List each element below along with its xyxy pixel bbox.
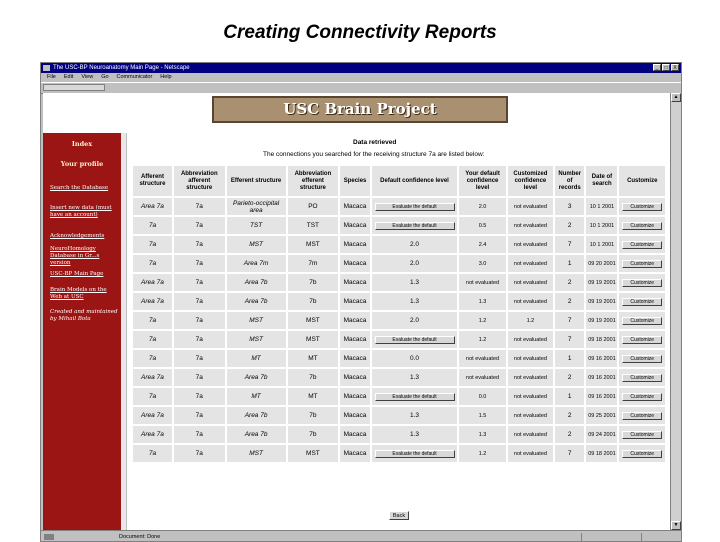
afferent-cell: Area 7a — [133, 369, 172, 386]
window-title: The USC-BP Neuroanatomy Main Page - Netscape — [53, 65, 190, 71]
efferent-cell: TST — [227, 217, 286, 234]
your-confidence-cell: not evaluated — [459, 274, 506, 291]
abbr-afferent-cell: 7a — [174, 274, 225, 291]
your-confidence-cell: not evaluated — [459, 350, 506, 367]
default-confidence-cell: 2.0 — [372, 255, 457, 272]
custom-confidence-cell: not evaluated — [508, 274, 553, 291]
customize-button[interactable]: Customize — [622, 393, 662, 401]
afferent-cell: 7a — [133, 445, 172, 462]
customize-button[interactable]: Customize — [622, 222, 662, 230]
abbr-afferent-cell: 7a — [174, 331, 225, 348]
abbr-efferent-cell: TST — [288, 217, 339, 234]
your-confidence-cell: 1.3 — [459, 293, 506, 310]
date-cell: 09 19 2001 — [586, 312, 617, 329]
usc-brain-project-banner: USC Brain Project — [212, 96, 508, 123]
records-cell: 1 — [555, 350, 585, 367]
abbr-efferent-cell: 7b — [288, 293, 339, 310]
your-confidence-cell: 1.2 — [459, 445, 506, 462]
custom-confidence-cell: not evaluated — [508, 236, 553, 253]
menu-view[interactable]: View — [81, 74, 94, 80]
sidebar-profile[interactable]: Your profile — [60, 160, 104, 168]
default-confidence-cell — [372, 198, 457, 215]
afferent-cell: 7a — [133, 312, 172, 329]
sidebar-link-main-page[interactable]: USC-BP Main Page — [50, 271, 104, 277]
abbr-afferent-cell: 7a — [174, 312, 225, 329]
data-retrieved-heading: Data retrieved — [353, 139, 397, 146]
species-cell: Macaca — [340, 350, 370, 367]
minimize-button[interactable]: _ — [653, 64, 661, 71]
records-cell: 2 — [555, 369, 585, 386]
evaluate-default-button[interactable]: Evaluate the default — [375, 336, 455, 344]
col-abbr-efferent: Abbreviation efferent structure — [288, 166, 339, 196]
abbr-afferent-cell: 7a — [174, 198, 225, 215]
date-cell: 10 1 2001 — [586, 217, 617, 234]
your-confidence-cell: 2.0 — [459, 198, 506, 215]
customize-cell — [619, 407, 665, 424]
abbr-afferent-cell: 7a — [174, 369, 225, 386]
abbr-efferent-cell: MST — [288, 445, 339, 462]
customize-button[interactable]: Customize — [622, 374, 662, 382]
customize-cell — [619, 217, 665, 234]
customize-cell — [619, 236, 665, 253]
abbr-efferent-cell: 7b — [288, 369, 339, 386]
default-confidence-cell: 1.3 — [372, 274, 457, 291]
abbr-afferent-cell: 7a — [174, 293, 225, 310]
afferent-cell: 7a — [133, 217, 172, 234]
your-confidence-cell: 1.5 — [459, 407, 506, 424]
abbr-afferent-cell: 7a — [174, 217, 225, 234]
records-cell: 7 — [555, 331, 585, 348]
sidebar-index[interactable]: Index — [71, 140, 93, 148]
customize-cell — [619, 445, 665, 462]
netscape-icon — [43, 65, 50, 71]
efferent-cell: MST — [227, 312, 286, 329]
custom-confidence-cell: not evaluated — [508, 388, 553, 405]
default-confidence-cell — [372, 217, 457, 234]
customize-cell — [619, 293, 665, 310]
default-confidence-cell: 0.0 — [372, 350, 457, 367]
evaluate-default-button[interactable]: Evaluate the default — [375, 203, 455, 211]
date-cell: 09 25 2001 — [586, 407, 617, 424]
col-customize: Customize — [619, 166, 665, 196]
abbr-afferent-cell: 7a — [174, 407, 225, 424]
abbr-efferent-cell: MST — [288, 236, 339, 253]
status-text: Document: Done — [119, 534, 161, 540]
afferent-cell: 7a — [133, 331, 172, 348]
customize-button[interactable]: Customize — [622, 298, 662, 306]
your-confidence-cell: 0.0 — [459, 388, 506, 405]
frame-divider[interactable] — [121, 133, 127, 530]
species-cell: Macaca — [340, 331, 370, 348]
window-titlebar — [41, 63, 681, 73]
table-row — [133, 198, 665, 215]
sidebar-link-neurohomology[interactable]: NeuroHomology Database in Gr...s version — [50, 246, 100, 266]
default-confidence-cell: 2.0 — [372, 236, 457, 253]
evaluate-default-button[interactable]: Evaluate the default — [375, 450, 455, 458]
close-button[interactable]: X — [671, 64, 679, 71]
security-icon — [44, 534, 54, 540]
species-cell: Macaca — [340, 312, 370, 329]
abbr-efferent-cell: 7m — [288, 255, 339, 272]
abbr-efferent-cell: 7b — [288, 426, 339, 443]
customize-button[interactable]: Customize — [622, 317, 662, 325]
records-cell: 2 — [555, 293, 585, 310]
table-row — [133, 274, 665, 291]
table-row — [133, 426, 665, 443]
records-cell: 2 — [555, 217, 585, 234]
sidebar-link-insert[interactable]: Insert new data (must have an account) — [50, 205, 112, 218]
abbr-efferent-cell: MT — [288, 350, 339, 367]
default-confidence-cell: 2.0 — [372, 312, 457, 329]
col-custom-confidence: Customized confidence level — [508, 166, 553, 196]
default-confidence-cell: 1.3 — [372, 369, 457, 386]
abbr-afferent-cell: 7a — [174, 350, 225, 367]
records-cell: 7 — [555, 312, 585, 329]
customize-cell — [619, 255, 665, 272]
col-date-search: Date of search — [586, 166, 617, 196]
efferent-cell: Area 7m — [227, 255, 286, 272]
afferent-cell: 7a — [133, 388, 172, 405]
afferent-cell: Area 7a — [133, 198, 172, 215]
scroll-up-arrow[interactable]: ▲ — [671, 93, 681, 102]
abbr-afferent-cell: 7a — [174, 426, 225, 443]
efferent-cell: MT — [227, 350, 286, 367]
abbr-efferent-cell: PO — [288, 198, 339, 215]
sidebar-credit: Created and maintained by Mihail Bota — [50, 309, 118, 322]
abbr-afferent-cell: 7a — [174, 388, 225, 405]
species-cell: Macaca — [340, 255, 370, 272]
records-cell: 7 — [555, 236, 585, 253]
date-cell: 09 19 2001 — [586, 293, 617, 310]
species-cell: Macaca — [340, 369, 370, 386]
date-cell: 09 18 2001 — [586, 445, 617, 462]
your-confidence-cell: 0.5 — [459, 217, 506, 234]
species-cell: Macaca — [340, 388, 370, 405]
date-cell: 09 16 2001 — [586, 388, 617, 405]
customize-button[interactable]: Customize — [622, 203, 662, 211]
afferent-cell: Area 7a — [133, 274, 172, 291]
sidebar-link-search[interactable]: Search the Database — [50, 185, 109, 191]
sidebar — [43, 133, 121, 530]
custom-confidence-cell: not evaluated — [508, 445, 553, 462]
default-confidence-cell — [372, 445, 457, 462]
abbr-afferent-cell: 7a — [174, 445, 225, 462]
records-cell: 1 — [555, 255, 585, 272]
customize-cell — [619, 331, 665, 348]
menu-file[interactable]: File — [47, 74, 56, 80]
efferent-cell: MST — [227, 445, 286, 462]
date-cell: 09 19 2001 — [586, 274, 617, 291]
custom-confidence-cell: 1.2 — [508, 312, 553, 329]
your-confidence-cell: not evaluated — [459, 369, 506, 386]
afferent-cell: Area 7a — [133, 293, 172, 310]
your-confidence-cell: 2.4 — [459, 236, 506, 253]
custom-confidence-cell: not evaluated — [508, 426, 553, 443]
customize-cell — [619, 388, 665, 405]
your-confidence-cell: 3.0 — [459, 255, 506, 272]
table-row — [133, 331, 665, 348]
species-cell: Macaca — [340, 274, 370, 291]
custom-confidence-cell: not evaluated — [508, 293, 553, 310]
abbr-afferent-cell: 7a — [174, 255, 225, 272]
menu-go[interactable]: Go — [101, 74, 109, 80]
abbr-efferent-cell: MST — [288, 331, 339, 348]
abbr-efferent-cell: MT — [288, 388, 339, 405]
customize-button[interactable]: Customize — [622, 241, 662, 249]
afferent-cell: 7a — [133, 255, 172, 272]
col-your-confidence: Your default confidence level — [459, 166, 506, 196]
col-abbr-afferent: Abbreviation afferent structure — [174, 166, 225, 196]
abbr-efferent-cell: 7b — [288, 274, 339, 291]
table-header-row — [133, 166, 665, 196]
records-cell: 2 — [555, 426, 585, 443]
efferent-cell: Parieto-occipital area — [227, 198, 286, 215]
species-cell: Macaca — [340, 445, 370, 462]
table-row — [133, 388, 665, 405]
records-cell: 1 — [555, 388, 585, 405]
species-cell: Macaca — [340, 407, 370, 424]
slide-title: Creating Connectivity Reports — [223, 22, 497, 43]
custom-confidence-cell: not evaluated — [508, 369, 553, 386]
scroll-down-arrow[interactable]: ▼ — [671, 521, 681, 530]
date-cell: 09 20 2001 — [586, 255, 617, 272]
customize-button[interactable]: Customize — [622, 260, 662, 268]
table-row — [133, 293, 665, 310]
default-confidence-cell: 1.3 — [372, 293, 457, 310]
efferent-cell: Area 7b — [227, 369, 286, 386]
sidebar-link-acknowledgements[interactable]: Acknowledgements — [50, 233, 105, 239]
custom-confidence-cell: not evaluated — [508, 217, 553, 234]
species-cell: Macaca — [340, 217, 370, 234]
default-confidence-cell — [372, 388, 457, 405]
bookmarks-tab[interactable] — [43, 84, 105, 91]
customize-button[interactable]: Customize — [622, 279, 662, 287]
customize-cell — [619, 369, 665, 386]
menu-edit[interactable]: Edit — [63, 74, 74, 80]
date-cell: 10 1 2001 — [586, 198, 617, 215]
efferent-cell: MST — [227, 236, 286, 253]
page-content — [43, 93, 670, 530]
table-row — [133, 255, 665, 272]
custom-confidence-cell: not evaluated — [508, 331, 553, 348]
abbr-afferent-cell: 7a — [174, 236, 225, 253]
afferent-cell: Area 7a — [133, 426, 172, 443]
date-cell: 09 16 2001 — [586, 369, 617, 386]
col-species: Species — [340, 166, 370, 196]
col-number-records: Number of records — [555, 166, 585, 196]
efferent-cell: MST — [227, 331, 286, 348]
efferent-cell: Area 7b — [227, 293, 286, 310]
customize-cell — [619, 274, 665, 291]
table-row — [133, 217, 665, 234]
table-row — [133, 407, 665, 424]
results-intro: The connections you searched for the receiving structure 7a are listed below: — [263, 151, 485, 158]
evaluate-default-button[interactable]: Evaluate the default — [375, 222, 455, 230]
col-afferent: Afferent structure — [133, 166, 172, 196]
menu-communicator[interactable]: Communicator — [116, 74, 153, 80]
table-row — [133, 236, 665, 253]
customize-cell — [619, 198, 665, 215]
customize-button[interactable]: Customize — [622, 412, 662, 420]
table-row — [133, 445, 665, 462]
efferent-cell: MT — [227, 388, 286, 405]
custom-confidence-cell: not evaluated — [508, 350, 553, 367]
records-cell: 2 — [555, 407, 585, 424]
customize-button[interactable]: Customize — [622, 431, 662, 439]
species-cell: Macaca — [340, 198, 370, 215]
afferent-cell: Area 7a — [133, 407, 172, 424]
default-confidence-cell — [372, 331, 457, 348]
col-default-confidence: Default confidence level — [372, 166, 457, 196]
menu-bar — [41, 73, 681, 82]
abbr-efferent-cell: 7b — [288, 407, 339, 424]
customize-button[interactable]: Customize — [622, 355, 662, 363]
species-cell: Macaca — [340, 293, 370, 310]
efferent-cell: Area 7b — [227, 407, 286, 424]
custom-confidence-cell: not evaluated — [508, 407, 553, 424]
default-confidence-cell: 1.3 — [372, 426, 457, 443]
evaluate-default-button[interactable]: Evaluate the default — [375, 393, 455, 401]
species-cell: Macaca — [340, 426, 370, 443]
your-confidence-cell: 1.2 — [459, 331, 506, 348]
browser-window — [40, 62, 682, 542]
date-cell: 09 18 2001 — [586, 331, 617, 348]
back-button[interactable]: Back — [389, 511, 409, 520]
date-cell: 10 1 2001 — [586, 236, 617, 253]
customize-cell — [619, 426, 665, 443]
custom-confidence-cell: not evaluated — [508, 198, 553, 215]
customize-button[interactable]: Customize — [622, 450, 662, 458]
connections-table — [131, 164, 667, 464]
afferent-cell: 7a — [133, 350, 172, 367]
status-bar — [41, 530, 681, 542]
afferent-cell: 7a — [133, 236, 172, 253]
efferent-cell: Area 7b — [227, 274, 286, 291]
default-confidence-cell: 1.3 — [372, 407, 457, 424]
customize-cell — [619, 350, 665, 367]
date-cell: 09 24 2001 — [586, 426, 617, 443]
sidebar-link-brain-models[interactable]: Brain Models on the Web at USC — [50, 287, 107, 300]
records-cell: 3 — [555, 198, 585, 215]
vertical-scrollbar[interactable] — [670, 93, 681, 530]
table-row — [133, 369, 665, 386]
efferent-cell: Area 7b — [227, 426, 286, 443]
abbr-efferent-cell: MST — [288, 312, 339, 329]
records-cell: 2 — [555, 274, 585, 291]
species-cell: Macaca — [340, 236, 370, 253]
date-cell: 09 16 2001 — [586, 350, 617, 367]
custom-confidence-cell: not evaluated — [508, 255, 553, 272]
records-cell: 7 — [555, 445, 585, 462]
menu-help[interactable]: Help — [160, 74, 172, 80]
table-row — [133, 312, 665, 329]
table-row — [133, 350, 665, 367]
customize-button[interactable]: Customize — [622, 336, 662, 344]
your-confidence-cell: 1.3 — [459, 426, 506, 443]
your-confidence-cell: 1.2 — [459, 312, 506, 329]
col-efferent: Efferent structure — [227, 166, 286, 196]
customize-cell — [619, 312, 665, 329]
maximize-button[interactable]: □ — [662, 64, 670, 71]
